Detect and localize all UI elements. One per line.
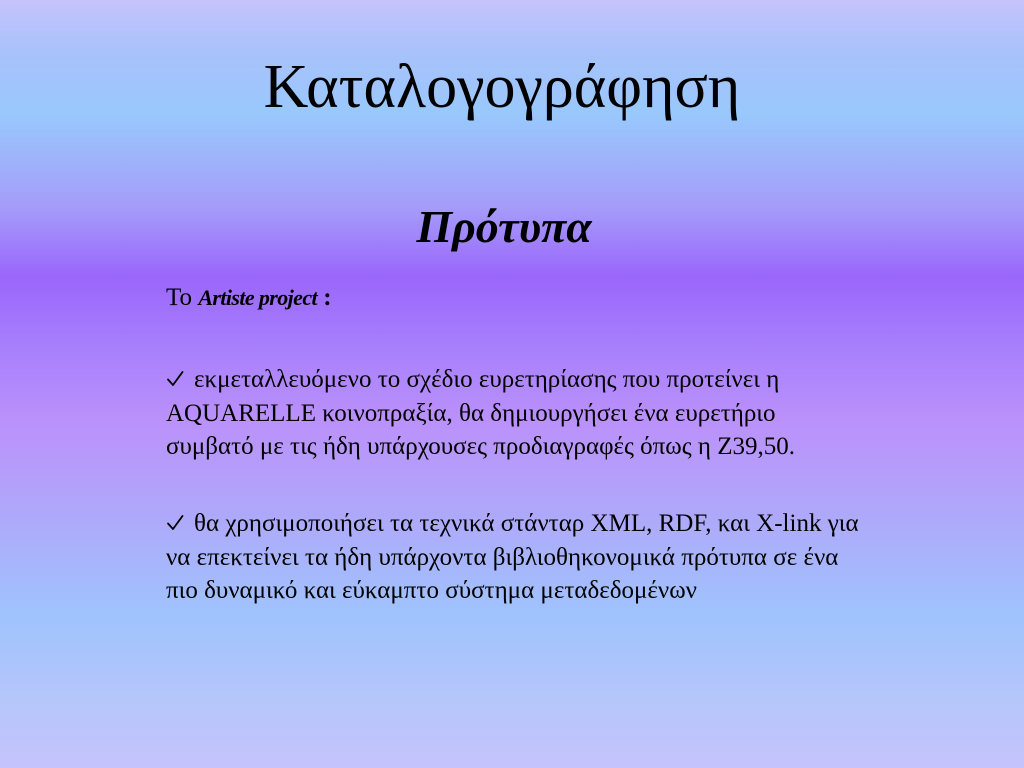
intro-line xyxy=(166,282,332,314)
slide-title: Καταλογογράφηση xyxy=(263,53,741,121)
check-icon xyxy=(166,508,184,526)
check-icon xyxy=(166,364,184,382)
bullet-item xyxy=(166,363,866,464)
bullet-item xyxy=(166,507,866,608)
bullet-text: θα χρησιμοποιήσει τα τεχνικά στάνταρ XML, RDF, και X-link για να επεκτείνει τα ήδη υπάρχοντα βιβλιοθηκονομικά πρότυπα σε ένα πιο δυναμικό και εύκαμπτο σύστημα μεταδεδομένων xyxy=(166,510,859,604)
intro-prefix: Το xyxy=(166,284,199,311)
slide-subtitle: Πρότυπα xyxy=(416,201,592,252)
intro-suffix: : xyxy=(317,284,332,311)
project-name: Artiste project xyxy=(198,285,318,310)
bullet-text: εκμεταλλευόμενο το σχέδιο ευρετηρίασης που προτείνει η AQUARELLE κοινοπραξία, θα δημιουργήσει ένα ευρετήριο συμβατό με τις ήδη υπάρχουσες προδιαγραφές όπως η Z39,50. xyxy=(166,366,795,460)
